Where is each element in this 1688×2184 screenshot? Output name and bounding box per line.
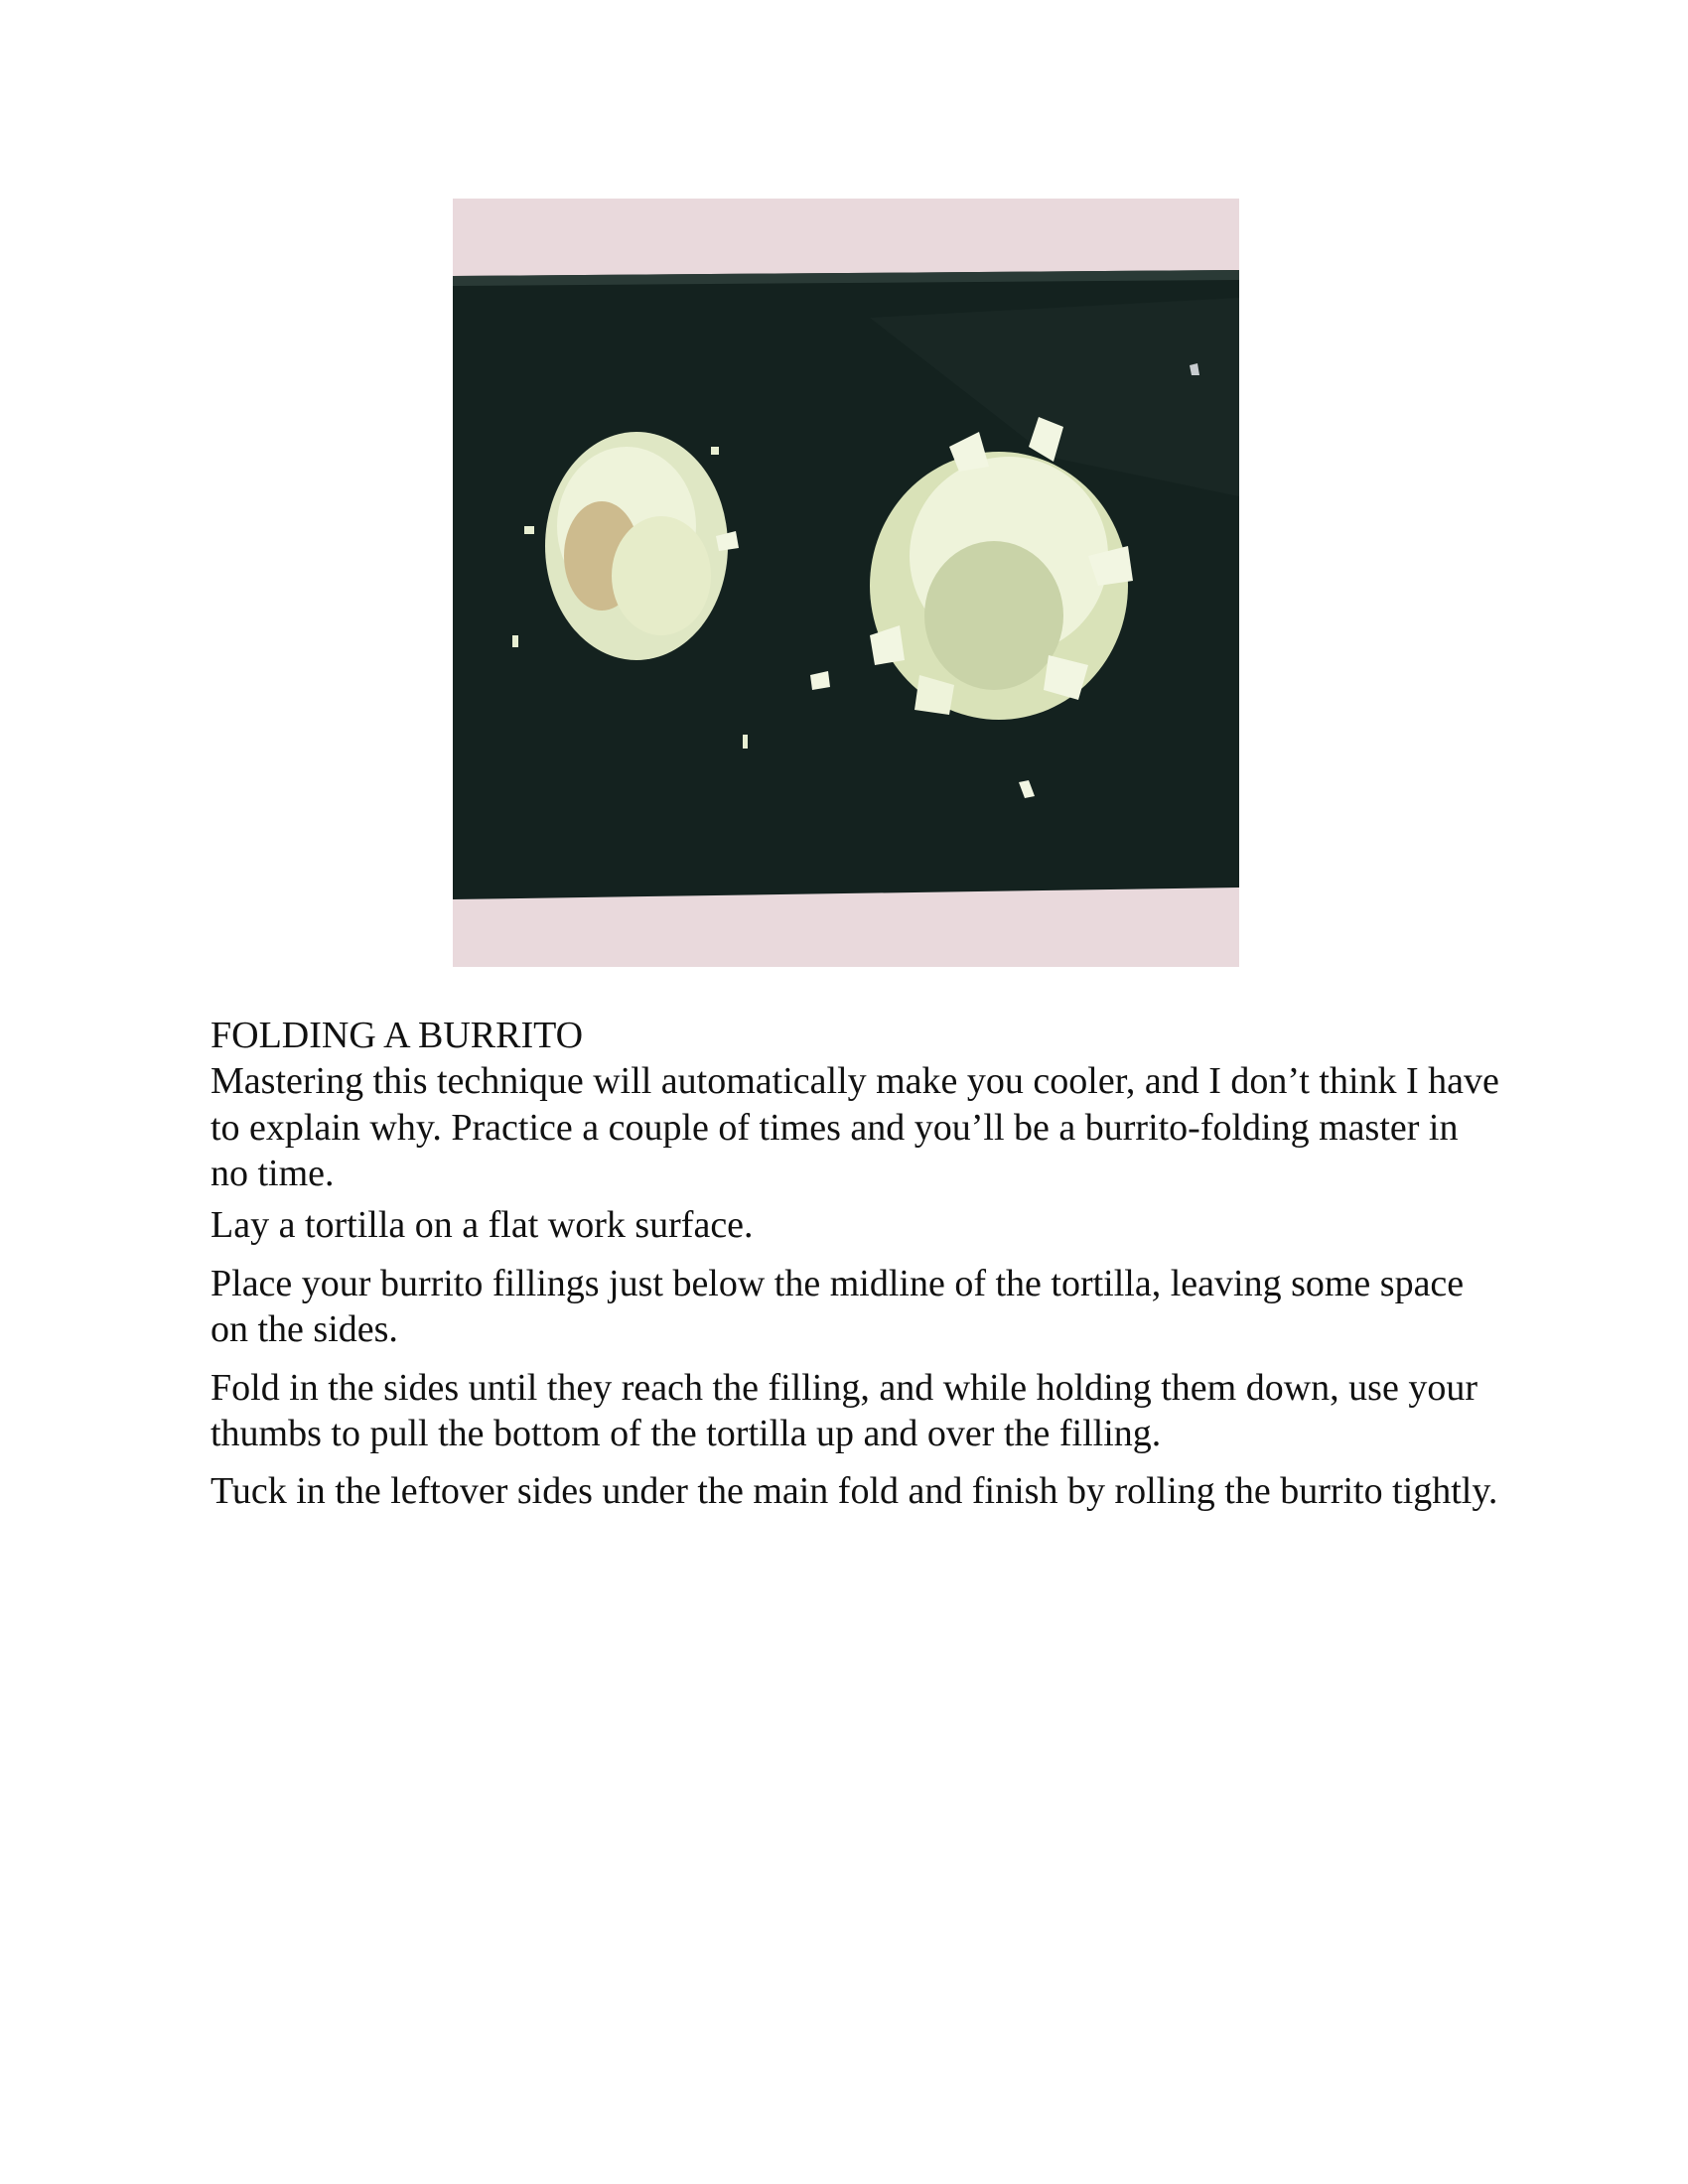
chopped-onion-photo	[453, 199, 1239, 967]
section-heading: FOLDING A BURRITO	[211, 1015, 584, 1056]
step-paragraph-3: Fold in the sides until they reach the filling, and while holding them down, use your thumbs to pull the bottom of the tortilla up and over the filling.	[211, 1366, 1477, 1454]
step-paragraph-1: Lay a tortilla on a flat work surface.	[211, 1204, 754, 1247]
step-paragraph-4: Tuck in the leftover sides under the main fold and finish by rolling the burrito tightly.	[211, 1470, 1498, 1513]
step-paragraph-2: Place your burrito fillings just below the midline of the tortilla, leaving some space on the sides.	[211, 1262, 1465, 1351]
recipe-section	[211, 1013, 1501, 1527]
intro-paragraph: Mastering this technique will automatically make you cooler, and I don’t think I have to explain why. Practice a couple of times and you’ll be a burrito-folding master in no time.	[211, 1060, 1499, 1195]
